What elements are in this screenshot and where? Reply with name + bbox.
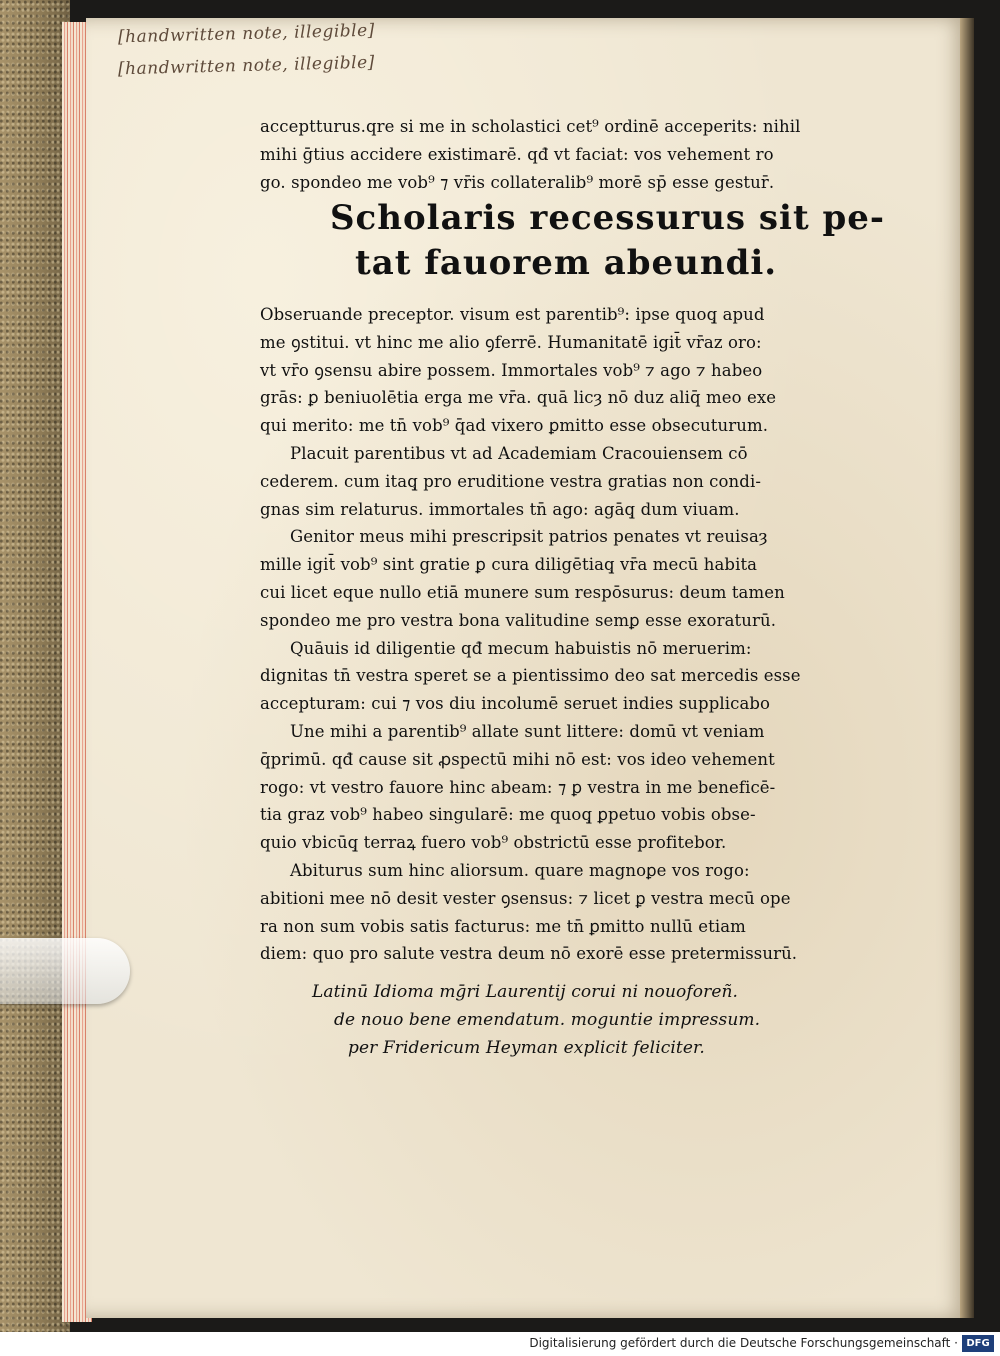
colophon-line: de nouo bene emendatum. moguntie impressum. [334, 1010, 761, 1030]
text-block-top [260, 113, 900, 196]
dfg-logo: DFG [962, 1335, 994, 1352]
text-line: me ꝯstitui. vt hinc me alio ꝯferrē. Humanitatē igit̄ vr̄az oro: [260, 332, 762, 352]
text-line: cederem. cum itaq̧ pro eruditione vestra gratias non condi- [260, 471, 762, 491]
colophon [312, 978, 952, 1062]
text-line: rogo: vt vestro fauore hinc abeam: ⁊ ꝑ vestra in me beneficē- [260, 777, 776, 797]
book-cover-board [0, 0, 70, 1332]
text-line: qui merito: me tn̄ vob⁹ q̄ad vixero ꝑmitto esse obsecuturum. [260, 416, 769, 436]
text-line: go. spondeo me vob⁹ ⁊ vr̄is collateralib⁹ morē sp̄ esse gestur̄. [260, 172, 775, 192]
marginal-note-1: [handwritten note, illegible] [117, 20, 376, 48]
text-line: cui licet eque nullo etiā munere sum respōsurus: deum tamen [260, 582, 785, 602]
text-line: quio vbicūq̧ terraꝝ fuero vob⁹ obstrictū esse profitebor. [260, 833, 727, 853]
text-line: gnas sim relaturus. immortales tn̄ ago: agāq̧ dum viuam. [260, 499, 740, 519]
text-line: abitioni mee nō desit vester ꝯsensus: ⁊ licet ꝑ vestra mecū ope [260, 888, 791, 908]
text-line: acceptturus.qre si me in scholastici cet⁹ ordinē acceperits: nihil [260, 117, 801, 136]
text-line: vt vr̄o ꝯsensu abire possem. Immortales vob⁹ ⁊ ago ⁊ habeo [260, 360, 763, 380]
plastic-page-clip [0, 938, 130, 1004]
marginal-note-2: [handwritten note, illegible] [117, 52, 376, 80]
section-heading [330, 196, 970, 286]
text-line: ra non sum vobis satis facturus: me tn̄ ꝑmitto nullū etiam [260, 916, 746, 936]
main-text [260, 301, 900, 968]
text-line: Obseruande preceptor. visum est parentib⁹: ipse quoq̧ apud [260, 305, 765, 324]
heading-line: Scholaris recessurus sit pe- [330, 198, 886, 238]
text-line: diem: quo pro salute vestra deum nō exorē esse pretermissurū. [260, 944, 798, 964]
text-line: Quāuis id diligentie qđ mecum habuistis nō meruerim: [290, 638, 752, 658]
text-line: dignitas tn̄ vestra speret se a pientissimo deo sat mercedis esse [260, 666, 801, 686]
footer-bar [0, 1332, 1000, 1356]
text-line: spondeo me pro vestra bona valitudine semꝑ esse exoraturū. [260, 610, 777, 630]
text-line: Abiturus sum hinc aliorsum. quare magnoꝑe vos rogo: [290, 860, 750, 880]
text-line: tia graz vob⁹ habeo singularē: me quoq̧ ꝑpetuo vobis obse- [260, 805, 756, 825]
text-line: mille igit̄ vob⁹ sint gratie ꝑ cura diligētiaq̧ vr̄a mecū habita [260, 555, 758, 575]
text-line: Placuit parentibus vt ad Academiam Cracouiensem cō [290, 443, 748, 463]
colophon-line: per Fridericum Heyman explicit feliciter. [348, 1038, 705, 1058]
text-line: accepturam: cui ⁊ vos diu incolumē seruet indies supplicabo [260, 694, 771, 714]
text-line: grās: ꝑ beniuolētia erga me vr̄a. quā licȝ nō duz aliq̄ meo exe [260, 388, 777, 408]
text-line: Une mihi a parentib⁹ allate sunt littere: domū vt veniam [290, 721, 765, 741]
text-line: q̄primū. qđ cause sit ꝓspectū mihi nō est: vos ideo vehement [260, 749, 775, 769]
colophon-line: Latinū Idioma mḡri Laurentij corui ni nouoforeñ. [312, 982, 739, 1002]
heading-line: tat fauorem abeundi. [355, 243, 778, 283]
text-line: mihi ḡtius accidere existimarē. qđ vt faciat: vos vehement ro [260, 144, 774, 164]
text-line: Genitor meus mihi prescripsit patrios penates vt reuisaȝ [290, 527, 768, 547]
funding-credit: Digitalisierung gefördert durch die Deutsche Forschungsgemeinschaft · [529, 1336, 958, 1350]
